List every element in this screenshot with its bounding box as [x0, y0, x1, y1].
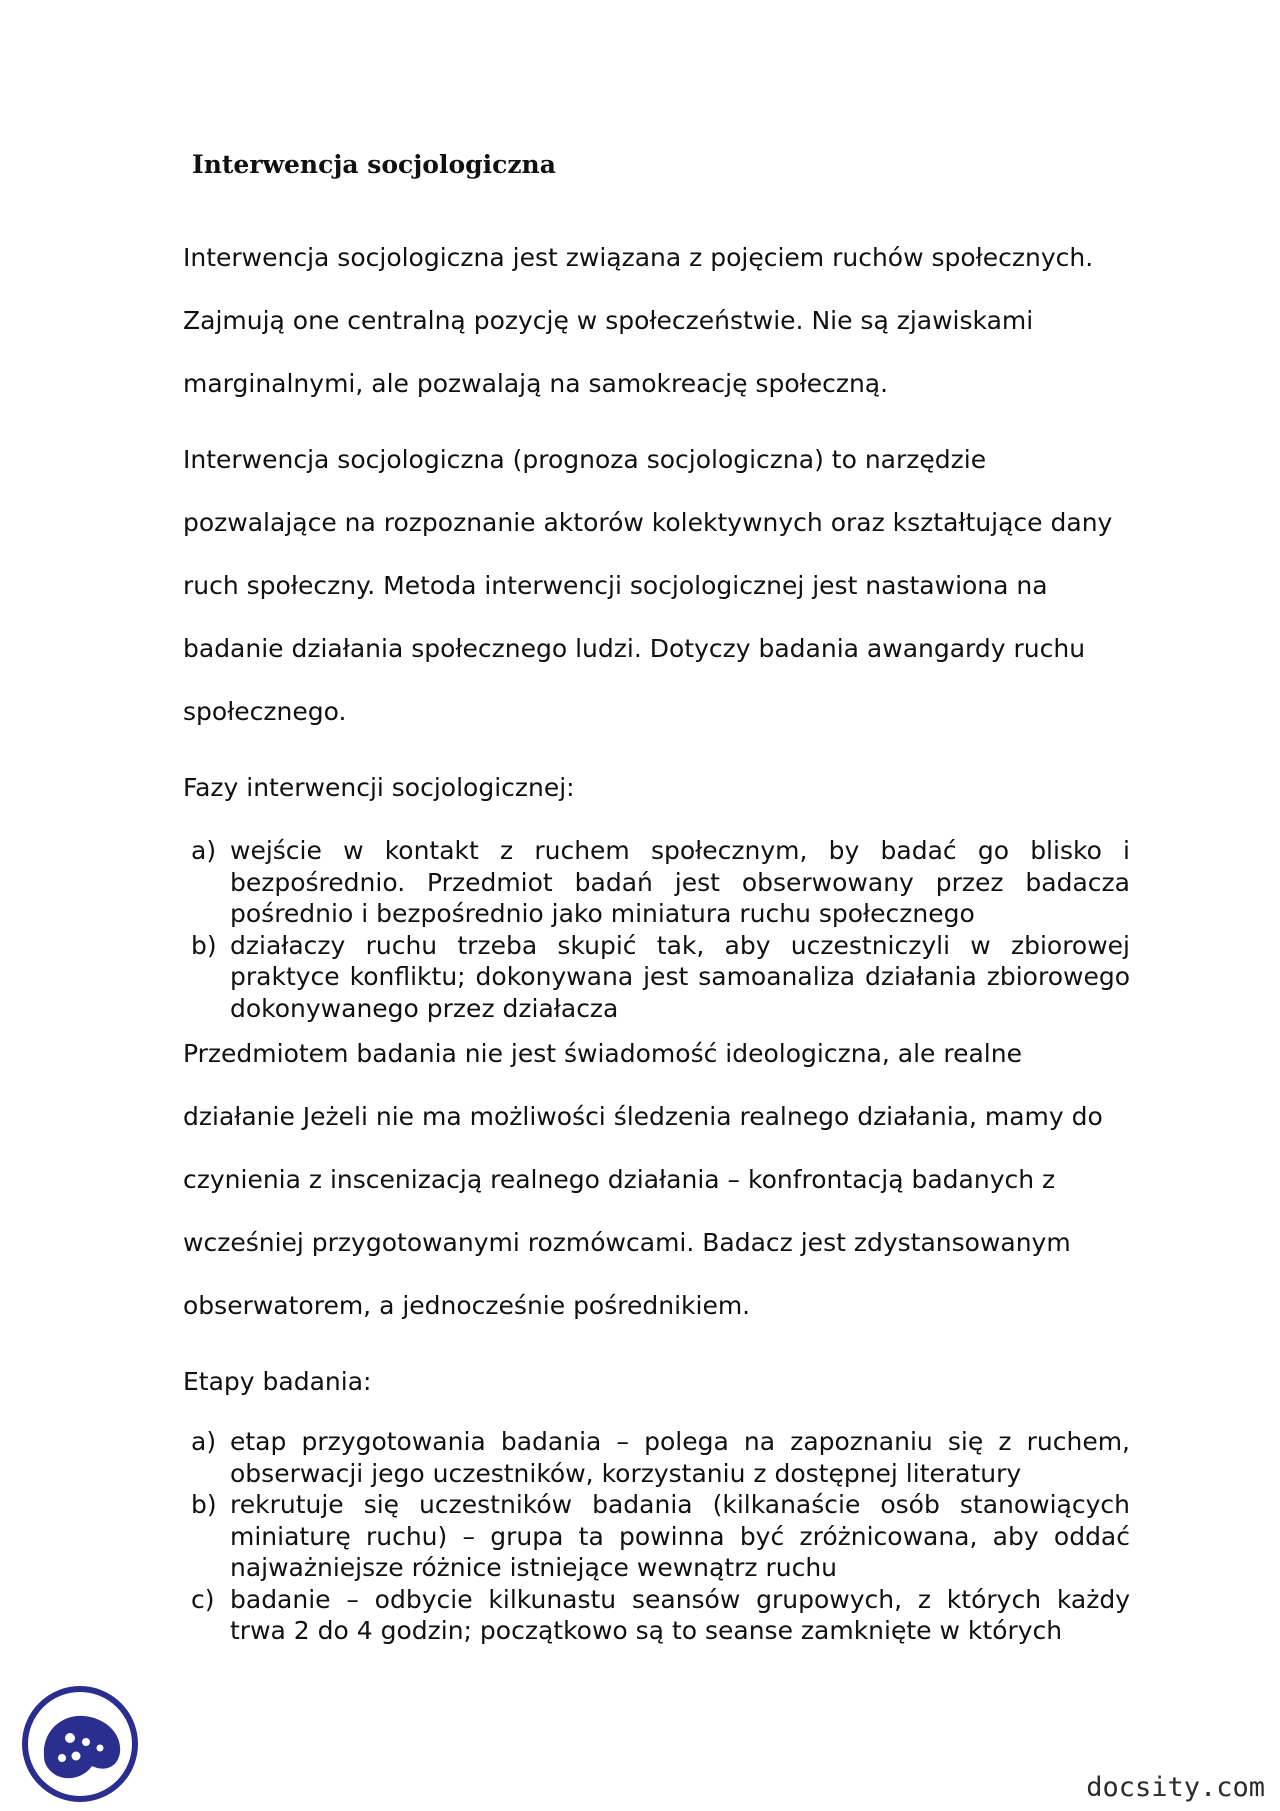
list-marker: b) — [191, 930, 217, 960]
list-marker: c) — [191, 1584, 215, 1614]
list-marker: a) — [191, 1427, 217, 1456]
list-item-text: wejście w kontakt z ruchem społecznym, by badać go blisko i bezpośrednio. Przedmiot badań jest obserwowany przez badacza pośrednio i bezpośrednio jako miniatura ruchu społecznego — [230, 836, 1130, 928]
list-item — [183, 1489, 1130, 1584]
list-item — [183, 835, 1130, 930]
list-item-text: badanie – odbycie kilkunastu seansów grupowych, z których każdy trwa 2 do 4 godzin; początkowo są to seanse zamknięte w których — [230, 1584, 1130, 1645]
paragraph-subject: Przedmiotem badania nie jest świadomość ideologiczna, ale realne działanie Jeżeli nie ma możliwości śledzenia realnego działania, mamy do czynienia z inscenizacją realnego działania – konfrontacją badanych z wcześniej przygotowanymi rozmówcami. Badacz jest zdystansowanym obserwatorem, a jednocześnie pośrednikiem. — [183, 1039, 1103, 1320]
list-item — [183, 930, 1130, 1025]
list-marker: a) — [191, 836, 217, 865]
paragraph-stages-heading: Etapy badania: — [183, 1367, 372, 1396]
paragraph-definition: Interwencja socjologiczna (prognoza socjologiczna) to narzędzie pozwalające na rozpoznanie aktorów kolektywnych oraz kształtujące dany ruch społeczny. Metoda interwencji socjologicznej jest nastawiona na badanie działania społecznego ludzi. Dotyczy badania awangardy ruchu społecznego. — [183, 445, 1113, 726]
document-title: Interwencja socjologiczna — [192, 150, 556, 179]
paragraph-phases-heading: Fazy interwencji socjologicznej: — [183, 773, 575, 802]
stages-list — [183, 1426, 1130, 1647]
paragraph-intro: Interwencja socjologiczna jest związana z pojęciem ruchów społecznych. Zajmują one centralną pozycję w społeczeństwie. Nie są zjawiskami marginalnymi, ale pozwalają na samokreację społeczną. — [183, 243, 1094, 398]
list-item-text: działaczy ruchu trzeba skupić tak, aby uczestniczyli w zbiorowej praktyce konfliktu; dokonywana jest samoanaliza działania zbiorowego dokonywanego przez działacza — [230, 930, 1130, 1023]
docsity-logo-icon[interactable] — [22, 1686, 138, 1802]
list-item-text: etap przygotowania badania – polega na zapoznaniu się z ruchem, obserwacji jego uczestników, korzystaniu z dostępnej literatury — [230, 1427, 1130, 1488]
phases-list — [183, 835, 1130, 1024]
list-item — [183, 1426, 1130, 1489]
docsity-brand-link[interactable]: docsity.com — [1086, 1772, 1265, 1803]
list-item-text: rekrutuje się uczestników badania (kilkanaście osób stanowiących miniaturę ruchu) – grupa ta powinna być zróżnicowana, aby oddać najważniejsze różnice istniejące wewnątrz ruchu — [230, 1490, 1130, 1582]
list-marker: b) — [191, 1490, 217, 1519]
list-item — [183, 1584, 1130, 1647]
